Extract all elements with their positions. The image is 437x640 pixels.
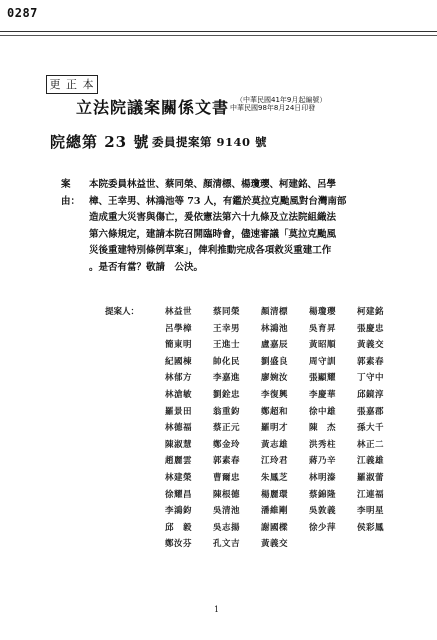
proposer-name: 羅明才 <box>261 423 289 434</box>
proposer-name: 張顯耀 <box>309 373 337 384</box>
proposer-name: 黃志雄 <box>261 439 289 450</box>
proposers-label: 提案人： <box>105 307 140 317</box>
proposer-name: 黃義交 <box>261 539 289 550</box>
proposer-name: 鄭超和 <box>261 406 289 417</box>
proposer-name: 張慶忠 <box>357 323 385 334</box>
proposer-name: 徐少萍 <box>309 522 337 533</box>
proposer-name: 陳淑慧 <box>165 439 193 450</box>
proposer-name: 楊麗環 <box>261 489 289 500</box>
proposer-name: 邱 毅 <box>165 522 193 533</box>
proposer-name: 盧嘉辰 <box>261 340 289 351</box>
proposer-name: 陳 杰 <box>309 423 337 434</box>
proposer-name: 李嘉進 <box>213 373 241 384</box>
scan-page-number: 0287 <box>7 6 38 20</box>
proposer-name: 邱鏡淳 <box>357 389 385 400</box>
proposer-name: 顏清標 <box>261 307 289 317</box>
proposer-name: 簡東明 <box>165 340 193 351</box>
proposer-name: 李慶華 <box>309 389 337 400</box>
header-rule <box>0 31 437 32</box>
proposer-name: 林鴻池 <box>261 323 289 334</box>
motion-label: 案由： <box>61 179 81 207</box>
motion-line: 造成重大災害與傷亡，爰依憲法第六十九條及立法院組織法 <box>89 212 337 223</box>
proposer-name: 林明溱 <box>309 472 337 483</box>
proposer-name: 江連福 <box>357 489 385 500</box>
proposer-name: 吳育昇 <box>309 323 337 334</box>
header-rule-secondary <box>0 35 437 36</box>
proposer-name: 林德福 <box>165 423 193 434</box>
motion-line: 樟、王幸男、林鴻池等 73 人，有鑑於莫拉克颱風對台灣南部 <box>89 195 347 207</box>
proposer-name: 侯彩鳳 <box>357 522 385 533</box>
proposer-name: 李明星 <box>357 506 385 517</box>
proposer-name: 朱鳳芝 <box>261 472 289 483</box>
proposer-name: 蔡同榮 <box>213 307 241 317</box>
proposer-name: 王幸男 <box>213 323 241 334</box>
proposer-name: 吳敦義 <box>309 506 337 517</box>
proposer-name: 蔣乃辛 <box>309 456 337 467</box>
document-title: 立法院議案關係文書 <box>76 98 230 117</box>
proposer-name: 林益世 <box>165 307 193 317</box>
revision-label: 更 正 本 <box>46 75 98 94</box>
proposer-name: 郭素春 <box>357 356 385 367</box>
proposer-name: 孔文吉 <box>213 539 241 550</box>
proposer-name: 王進士 <box>213 340 241 351</box>
proposer-name: 吳志揚 <box>213 522 241 533</box>
proposer-name: 劉銓忠 <box>213 389 241 400</box>
proposer-name: 黃義交 <box>357 340 385 351</box>
motion-text <box>89 177 399 276</box>
proposer-name: 紀國棟 <box>165 356 193 367</box>
proposer-name: 柯建銘 <box>357 307 385 317</box>
proposer-name: 羅景田 <box>165 406 193 417</box>
proposer-name: 趙麗雲 <box>165 456 193 467</box>
proposer-name: 張嘉郡 <box>357 406 385 417</box>
proposer-name: 林正二 <box>357 439 385 450</box>
proposer-name: 楊瓊瓔 <box>309 307 337 317</box>
proposer-name: 鄭汝芬 <box>165 539 193 550</box>
footer-page-number: 1 <box>214 605 220 614</box>
proposer-name: 林滄敏 <box>165 389 193 400</box>
proposer-name: 羅淑蕾 <box>357 472 385 483</box>
proposer-name-grid <box>165 305 405 554</box>
proposer-name: 丁守中 <box>357 373 385 384</box>
proposer-name: 周守訓 <box>309 356 337 367</box>
proposer-name: 廖婉汝 <box>261 373 289 384</box>
motion-line: 災後重建特別條例草案」，俾利推動完成各項救災重建工作 <box>89 245 332 256</box>
proposer-name: 洪秀柱 <box>309 439 337 450</box>
proposer-name: 李復興 <box>261 389 289 400</box>
proposer-name: 陳根德 <box>213 489 241 500</box>
motion-line: 本院委員林益世、蔡同榮、顏清標、楊瓊瓔、柯建銘、呂學 <box>89 179 337 190</box>
print-date: 中華民國98年8月24日印發 <box>230 104 316 112</box>
proposer-name: 謝國樑 <box>261 522 289 533</box>
proposer-name: 郭素春 <box>213 456 241 467</box>
proposer-name: 劉盛良 <box>261 356 289 367</box>
proposer-name: 曹爾忠 <box>213 472 241 483</box>
proposer-name: 徐耀昌 <box>165 489 193 500</box>
proposer-name: 徐中雄 <box>309 406 337 417</box>
meeting-number: 院總第 23 號 <box>50 133 150 151</box>
document-dates <box>230 96 326 112</box>
proposer-name: 黃昭順 <box>309 340 337 351</box>
proposer-name: 孫大千 <box>357 423 385 434</box>
proposer-name: 李鴻鈞 <box>165 506 193 517</box>
motion-line: 。是否有當？敬請 公決。 <box>89 261 204 273</box>
proposer-name: 鄭金玲 <box>213 439 241 450</box>
proposer-name: 林建榮 <box>165 472 193 483</box>
numbering-date: （中華民國41年9月起編號） <box>236 96 327 104</box>
proposer-name: 翁重鈞 <box>213 406 241 417</box>
proposer-name: 呂學樟 <box>165 323 193 334</box>
proposer-name: 蔡正元 <box>213 423 241 434</box>
proposer-name: 潘維剛 <box>261 506 289 517</box>
proposer-name: 江義雄 <box>357 456 385 467</box>
proposer-name: 江玲君 <box>261 456 289 467</box>
proposer-name: 林郁方 <box>165 373 193 384</box>
proposer-name: 蔡錦隆 <box>309 489 337 500</box>
proposal-number: 委員提案第 9140 號 <box>152 135 268 149</box>
proposer-name: 吳清池 <box>213 506 241 517</box>
motion-line: 第六條規定，建請本院召開臨時會，儘速審議「莫拉克颱風 <box>89 228 337 240</box>
proposer-name: 帥化民 <box>213 356 241 367</box>
